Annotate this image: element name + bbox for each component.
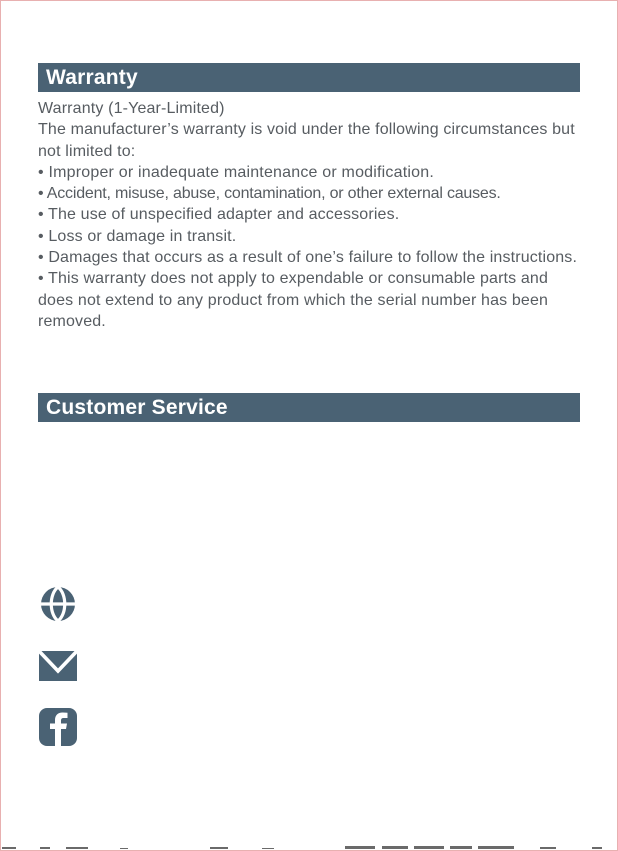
warranty-line: • This warranty does not apply to expendable or consumable parts and does not extend to any product from which the serial number has been removed. xyxy=(38,270,549,330)
warranty-section-header: Warranty xyxy=(38,63,580,92)
warranty-line: • The use of unspecified adapter and accessories. xyxy=(38,206,400,224)
warranty-line: Warranty (1-Year-Limited) xyxy=(38,100,225,117)
warranty-body xyxy=(38,98,583,332)
warranty-line: • Damages that occurs as a result of one’s failure to follow the instructions. xyxy=(38,249,578,267)
globe-icon xyxy=(39,585,77,623)
warranty-line: • Accident, misuse, abuse, contamination, or other external causes. xyxy=(38,185,501,203)
warranty-line: • Loss or damage in transit. xyxy=(38,227,237,245)
warranty-line: • Improper or inadequate maintenance or modification. xyxy=(38,163,434,181)
mail-icon xyxy=(39,649,77,687)
customer-service-section-header: Customer Service xyxy=(38,393,580,422)
warranty-line: The manufacturer’s warranty is void under the following circumstances but not limited to: xyxy=(38,121,575,160)
facebook-icon xyxy=(39,708,77,746)
scan-artifact-strip xyxy=(0,845,618,851)
